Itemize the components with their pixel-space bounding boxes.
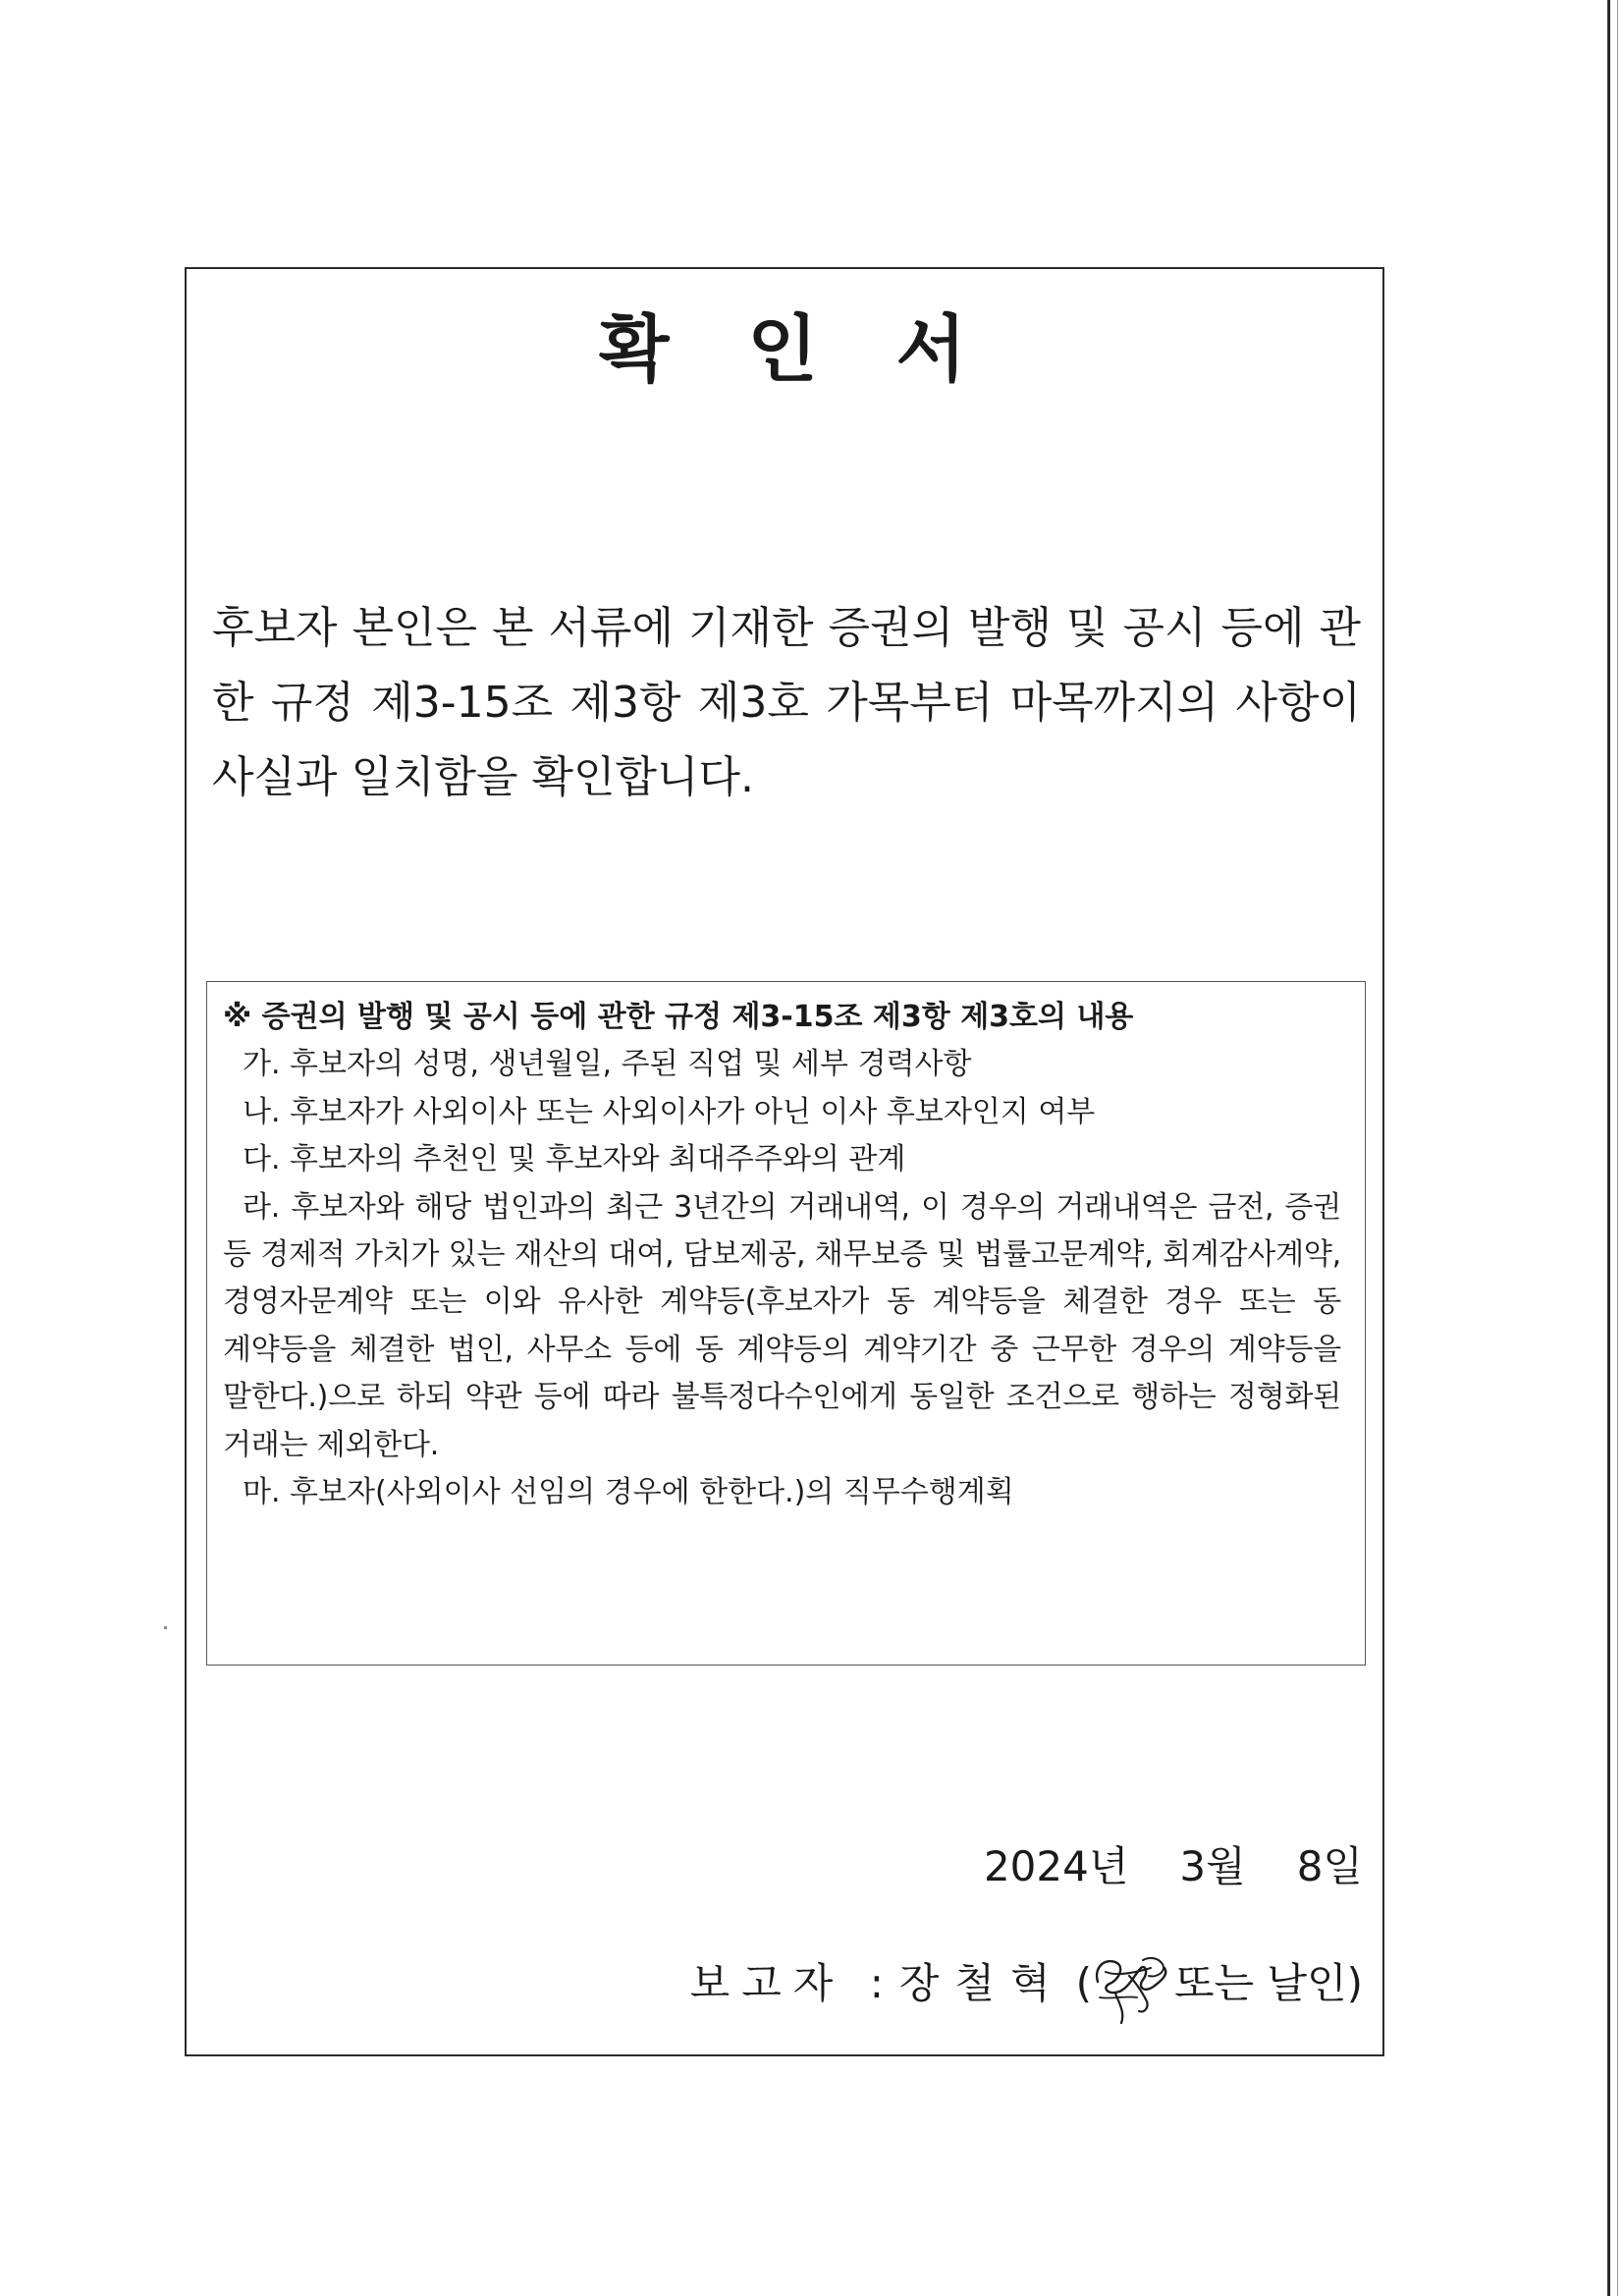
scan-speck (164, 1626, 167, 1629)
notice-item-na: 나. 후보자가 사외이사 또는 사외이사가 아닌 이사 후보자인지 여부 (243, 1094, 1096, 1129)
date-year: 2024년 (983, 1842, 1129, 1890)
document-date (983, 1842, 1363, 1890)
notice-item-da: 다. 후보자의 추천인 및 후보자와 최대주주와의 관계 (243, 1142, 906, 1177)
scan-edge-faint-line (1617, 0, 1618, 2296)
signer-name: 장철혁 (898, 1959, 1066, 2007)
confirmation-statement: 후보자 본인은 본 서류에 기재한 증권의 발행 및 공시 등에 관한 규정 제3-15조 제3항 제3호 가목부터 마목까지의 사항이 사실과 일치함을 확인합니다. (212, 603, 1361, 802)
signer-label: 보고자 : (689, 1959, 895, 2007)
notice-heading: ※ 증권의 발행 및 공시 등에 관한 규정 제3-15조 제3항 제3호의 내용 (223, 1000, 1134, 1034)
regulation-notice-box (206, 981, 1366, 1666)
document-title: 확 인 서 (599, 307, 970, 392)
notice-item-ra: 라. 후보자와 해당 법인과의 최근 3년간의 거래내역, 이 경우의 거래내역은 금전, 증권 등 경제적 가치가 있는 재산의 대여, 담보제공, 채무보증 및 법률고문계약, 회계감사계약, 경영자문계약 또는 이와 유사한 계약등(후보자가 동 계약등을 체결한 경우 또는 동 계약등을 체결한 법인, 사무소 등에 동 계약등의 계약기간 중 근무한 경우의 계약등을 말한다.)으로 하되 약관 등에 따라 불특정다수인에게 동일한 조건으로 행하는 정형화된 거래는 제외한다. (223, 1189, 1341, 1462)
signature-paren: ( (1075, 1959, 1092, 2007)
handwritten-signature (1086, 1939, 1174, 2029)
notice-item-ga: 가. 후보자의 성명, 생년월일, 주된 직업 및 세부 경력사항 (243, 1047, 972, 1082)
scan-edge-line (1607, 0, 1610, 2296)
signer-line (690, 1958, 1363, 2009)
signature-or-seal-note: 또는 날인) (1173, 1959, 1363, 2007)
date-month: 3월 (1179, 1842, 1246, 1890)
date-day: 8일 (1296, 1842, 1363, 1890)
notice-item-ma: 마. 후보자(사외이사 선임의 경우에 한한다.)의 직무수행계획 (243, 1475, 1014, 1510)
document-frame (185, 267, 1384, 2056)
signature-area (1076, 1958, 1363, 2009)
